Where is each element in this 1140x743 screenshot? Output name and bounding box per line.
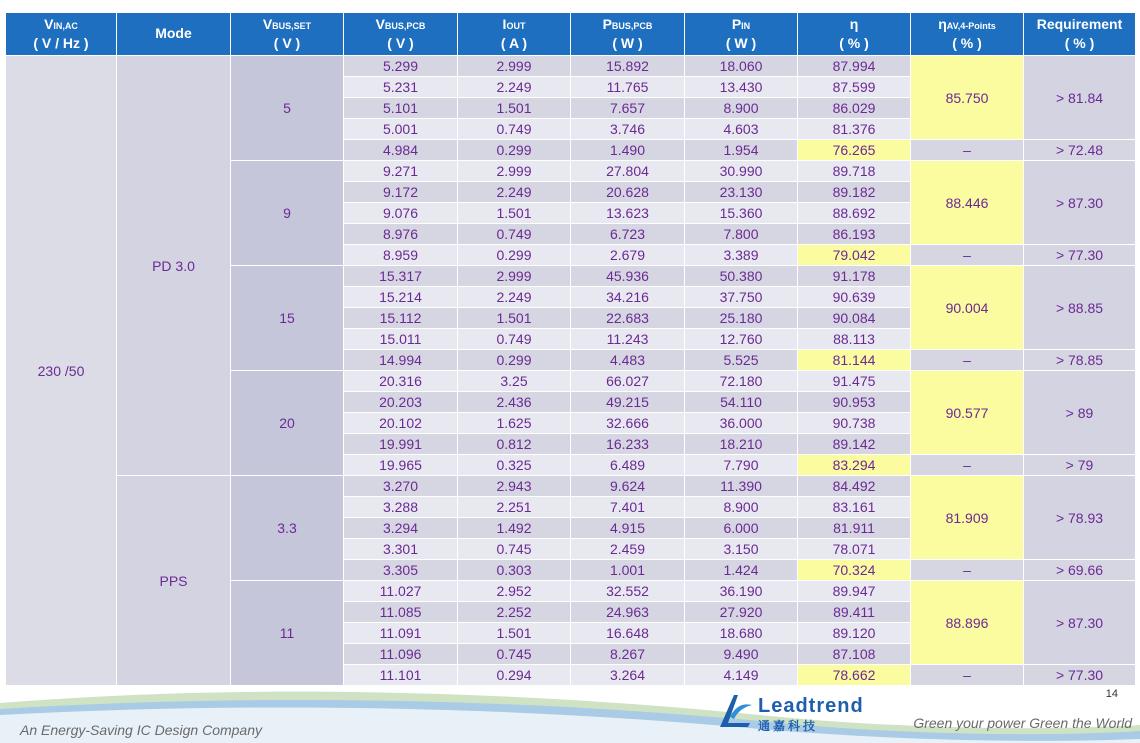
data-cell: 87.108 <box>798 644 911 665</box>
data-cell: 16.233 <box>571 434 685 455</box>
column-header: IOUT ( A ) <box>458 13 571 56</box>
company-tagline: An Energy-Saving IC Design Company <box>20 722 263 738</box>
column-header: ηAV,4-Points ( % ) <box>911 13 1024 56</box>
data-cell: 11.101 <box>344 665 458 686</box>
column-header: VBUS,SET ( V ) <box>231 13 344 56</box>
data-cell: 30.990 <box>685 161 798 182</box>
column-header: VBUS,PCB ( V ) <box>344 13 458 56</box>
data-cell: 15.011 <box>344 329 458 350</box>
footer <box>0 685 1140 743</box>
data-cell: 45.936 <box>571 266 685 287</box>
data-cell: 1.424 <box>685 560 798 581</box>
brand-logo <box>716 693 876 733</box>
data-cell: 2.943 <box>458 476 571 497</box>
data-cell: 81.144 <box>798 350 911 371</box>
data-cell: 86.193 <box>798 224 911 245</box>
data-cell: 5.299 <box>344 56 458 77</box>
data-cell: 0.299 <box>458 350 571 371</box>
data-cell: 91.178 <box>798 266 911 287</box>
data-cell: 12.760 <box>685 329 798 350</box>
avg-efficiency-cell: 81.909 <box>911 476 1024 560</box>
data-cell: 1.954 <box>685 140 798 161</box>
data-cell: 83.294 <box>798 455 911 476</box>
data-cell: 0.299 <box>458 140 571 161</box>
data-cell: 9.624 <box>571 476 685 497</box>
data-cell: 37.750 <box>685 287 798 308</box>
data-cell: 18.210 <box>685 434 798 455</box>
data-cell: 2.436 <box>458 392 571 413</box>
requirement-light-load-cell: > 79 <box>1024 455 1136 476</box>
data-cell: 7.657 <box>571 98 685 119</box>
data-cell: 27.920 <box>685 602 798 623</box>
data-cell: 6.723 <box>571 224 685 245</box>
data-cell: 86.029 <box>798 98 911 119</box>
data-cell: 5.525 <box>685 350 798 371</box>
data-cell: 22.683 <box>571 308 685 329</box>
data-cell: 4.984 <box>344 140 458 161</box>
data-cell: 3.301 <box>344 539 458 560</box>
data-cell: 23.130 <box>685 182 798 203</box>
data-cell: 18.060 <box>685 56 798 77</box>
data-cell: 78.071 <box>798 539 911 560</box>
data-cell: 81.911 <box>798 518 911 539</box>
data-cell: 6.489 <box>571 455 685 476</box>
avg-efficiency-cell: 88.896 <box>911 581 1024 665</box>
requirement-light-load-cell: > 77.30 <box>1024 665 1136 686</box>
data-cell: 18.680 <box>685 623 798 644</box>
table-header-row <box>6 13 1136 56</box>
data-cell: 2.999 <box>458 266 571 287</box>
data-cell: 0.299 <box>458 245 571 266</box>
vbus-set-cell: 9 <box>231 161 344 266</box>
data-cell: 7.800 <box>685 224 798 245</box>
data-cell: 36.190 <box>685 581 798 602</box>
data-cell: 7.401 <box>571 497 685 518</box>
vbus-set-cell: 11 <box>231 581 344 686</box>
data-cell: 36.000 <box>685 413 798 434</box>
data-cell: 2.952 <box>458 581 571 602</box>
vbus-set-cell: 15 <box>231 266 344 371</box>
data-cell: 76.265 <box>798 140 911 161</box>
data-cell: 2.999 <box>458 56 571 77</box>
data-cell: 14.994 <box>344 350 458 371</box>
column-header: Mode <box>117 13 231 56</box>
column-header: PIN ( W ) <box>685 13 798 56</box>
data-cell: 89.142 <box>798 434 911 455</box>
data-cell: 50.380 <box>685 266 798 287</box>
data-cell: 72.180 <box>685 371 798 392</box>
data-cell: 3.150 <box>685 539 798 560</box>
requirement-light-load-cell: > 69.66 <box>1024 560 1136 581</box>
mode-cell: PPS <box>117 476 231 686</box>
data-cell: 11.091 <box>344 623 458 644</box>
data-cell: 89.947 <box>798 581 911 602</box>
requirement-cell: > 87.30 <box>1024 581 1136 665</box>
vbus-set-cell: 20 <box>231 371 344 476</box>
data-cell: 1.492 <box>458 518 571 539</box>
requirement-light-load-cell: > 72.48 <box>1024 140 1136 161</box>
data-cell: 4.483 <box>571 350 685 371</box>
avg-efficiency-cell: – <box>911 455 1024 476</box>
table-body <box>6 56 1136 686</box>
logo-wordmark: Leadtrend <box>758 695 864 717</box>
data-cell: 8.900 <box>685 98 798 119</box>
data-cell: 84.492 <box>798 476 911 497</box>
data-cell: 6.000 <box>685 518 798 539</box>
data-cell: 15.214 <box>344 287 458 308</box>
data-cell: 8.267 <box>571 644 685 665</box>
requirement-cell: > 88.85 <box>1024 266 1136 350</box>
table-row <box>6 476 1136 497</box>
data-cell: 4.603 <box>685 119 798 140</box>
data-cell: 19.991 <box>344 434 458 455</box>
avg-efficiency-cell: 90.004 <box>911 266 1024 350</box>
data-cell: 1.501 <box>458 308 571 329</box>
table-row <box>6 56 1136 77</box>
data-cell: 7.790 <box>685 455 798 476</box>
requirement-cell: > 81.84 <box>1024 56 1136 140</box>
data-cell: 89.718 <box>798 161 911 182</box>
data-cell: 3.25 <box>458 371 571 392</box>
data-cell: 0.303 <box>458 560 571 581</box>
requirement-light-load-cell: > 78.85 <box>1024 350 1136 371</box>
data-cell: 0.812 <box>458 434 571 455</box>
data-cell: 78.662 <box>798 665 911 686</box>
data-cell: 2.249 <box>458 77 571 98</box>
requirement-cell: > 78.93 <box>1024 476 1136 560</box>
data-cell: 90.639 <box>798 287 911 308</box>
data-cell: 0.745 <box>458 644 571 665</box>
data-cell: 2.249 <box>458 182 571 203</box>
data-cell: 11.027 <box>344 581 458 602</box>
data-cell: 0.749 <box>458 119 571 140</box>
data-cell: 1.490 <box>571 140 685 161</box>
data-cell: 89.411 <box>798 602 911 623</box>
column-header: PBUS,PCB ( W ) <box>571 13 685 56</box>
avg-efficiency-cell: – <box>911 140 1024 161</box>
leadtrend-logo-icon <box>716 693 754 731</box>
data-cell: 1.501 <box>458 203 571 224</box>
data-cell: 20.316 <box>344 371 458 392</box>
data-cell: 5.101 <box>344 98 458 119</box>
data-cell: 88.692 <box>798 203 911 224</box>
data-cell: 20.628 <box>571 182 685 203</box>
data-cell: 8.900 <box>685 497 798 518</box>
data-cell: 0.294 <box>458 665 571 686</box>
data-cell: 11.096 <box>344 644 458 665</box>
data-cell: 11.390 <box>685 476 798 497</box>
data-cell: 0.325 <box>458 455 571 476</box>
data-cell: 11.085 <box>344 602 458 623</box>
data-cell: 54.110 <box>685 392 798 413</box>
data-cell: 13.623 <box>571 203 685 224</box>
data-cell: 11.765 <box>571 77 685 98</box>
vbus-set-cell: 3.3 <box>231 476 344 581</box>
data-cell: 20.203 <box>344 392 458 413</box>
data-cell: 83.161 <box>798 497 911 518</box>
data-cell: 1.501 <box>458 623 571 644</box>
column-header: η ( % ) <box>798 13 911 56</box>
data-cell: 66.027 <box>571 371 685 392</box>
requirement-cell: > 89 <box>1024 371 1136 455</box>
data-cell: 11.243 <box>571 329 685 350</box>
data-cell: 49.215 <box>571 392 685 413</box>
avg-efficiency-cell: – <box>911 350 1024 371</box>
data-cell: 15.317 <box>344 266 458 287</box>
data-cell: 20.102 <box>344 413 458 434</box>
data-cell: 0.749 <box>458 224 571 245</box>
column-header: VIN,AC ( V / Hz ) <box>6 13 117 56</box>
data-cell: 34.216 <box>571 287 685 308</box>
data-cell: 2.999 <box>458 161 571 182</box>
data-cell: 4.915 <box>571 518 685 539</box>
data-cell: 15.112 <box>344 308 458 329</box>
avg-efficiency-cell: – <box>911 245 1024 266</box>
column-header: Requirement ( % ) <box>1024 13 1136 56</box>
data-cell: 0.745 <box>458 539 571 560</box>
data-cell: 88.113 <box>798 329 911 350</box>
data-cell: 91.475 <box>798 371 911 392</box>
data-cell: 90.738 <box>798 413 911 434</box>
avg-efficiency-cell: – <box>911 665 1024 686</box>
avg-efficiency-cell: 85.750 <box>911 56 1024 140</box>
data-cell: 90.953 <box>798 392 911 413</box>
vbus-set-cell: 5 <box>231 56 344 161</box>
data-cell: 3.305 <box>344 560 458 581</box>
data-cell: 89.182 <box>798 182 911 203</box>
data-cell: 2.679 <box>571 245 685 266</box>
data-cell: 3.288 <box>344 497 458 518</box>
data-cell: 5.001 <box>344 119 458 140</box>
data-cell: 1.501 <box>458 98 571 119</box>
data-cell: 90.084 <box>798 308 911 329</box>
data-cell: 5.231 <box>344 77 458 98</box>
data-cell: 2.252 <box>458 602 571 623</box>
requirement-cell: > 87.30 <box>1024 161 1136 245</box>
data-cell: 9.271 <box>344 161 458 182</box>
data-cell: 8.976 <box>344 224 458 245</box>
data-cell: 25.180 <box>685 308 798 329</box>
data-cell: 2.251 <box>458 497 571 518</box>
data-cell: 87.994 <box>798 56 911 77</box>
data-cell: 3.746 <box>571 119 685 140</box>
data-cell: 89.120 <box>798 623 911 644</box>
slogan: Green your power Green the World <box>913 715 1132 731</box>
data-cell: 3.264 <box>571 665 685 686</box>
data-cell: 15.892 <box>571 56 685 77</box>
data-cell: 81.376 <box>798 119 911 140</box>
data-cell: 8.959 <box>344 245 458 266</box>
data-cell: 13.430 <box>685 77 798 98</box>
data-cell: 87.599 <box>798 77 911 98</box>
data-cell: 79.042 <box>798 245 911 266</box>
data-cell: 2.249 <box>458 287 571 308</box>
data-cell: 24.963 <box>571 602 685 623</box>
data-cell: 70.324 <box>798 560 911 581</box>
data-cell: 3.270 <box>344 476 458 497</box>
avg-efficiency-cell: – <box>911 560 1024 581</box>
data-cell: 9.172 <box>344 182 458 203</box>
vin-cell: 230 /50 <box>6 56 117 686</box>
data-cell: 15.360 <box>685 203 798 224</box>
avg-efficiency-cell: 88.446 <box>911 161 1024 245</box>
data-cell: 3.294 <box>344 518 458 539</box>
mode-cell: PD 3.0 <box>117 56 231 476</box>
data-cell: 9.076 <box>344 203 458 224</box>
data-cell: 1.001 <box>571 560 685 581</box>
data-cell: 1.625 <box>458 413 571 434</box>
avg-efficiency-cell: 90.577 <box>911 371 1024 455</box>
page-number: 14 <box>1105 688 1118 700</box>
data-cell: 19.965 <box>344 455 458 476</box>
data-cell: 4.149 <box>685 665 798 686</box>
efficiency-table <box>5 12 1136 686</box>
data-cell: 9.490 <box>685 644 798 665</box>
data-cell: 2.459 <box>571 539 685 560</box>
data-cell: 0.749 <box>458 329 571 350</box>
data-cell: 27.804 <box>571 161 685 182</box>
requirement-light-load-cell: > 77.30 <box>1024 245 1136 266</box>
data-cell: 32.552 <box>571 581 685 602</box>
data-cell: 32.666 <box>571 413 685 434</box>
data-cell: 3.389 <box>685 245 798 266</box>
logo-chinese-name: 通嘉科技 <box>758 719 819 733</box>
data-cell: 16.648 <box>571 623 685 644</box>
